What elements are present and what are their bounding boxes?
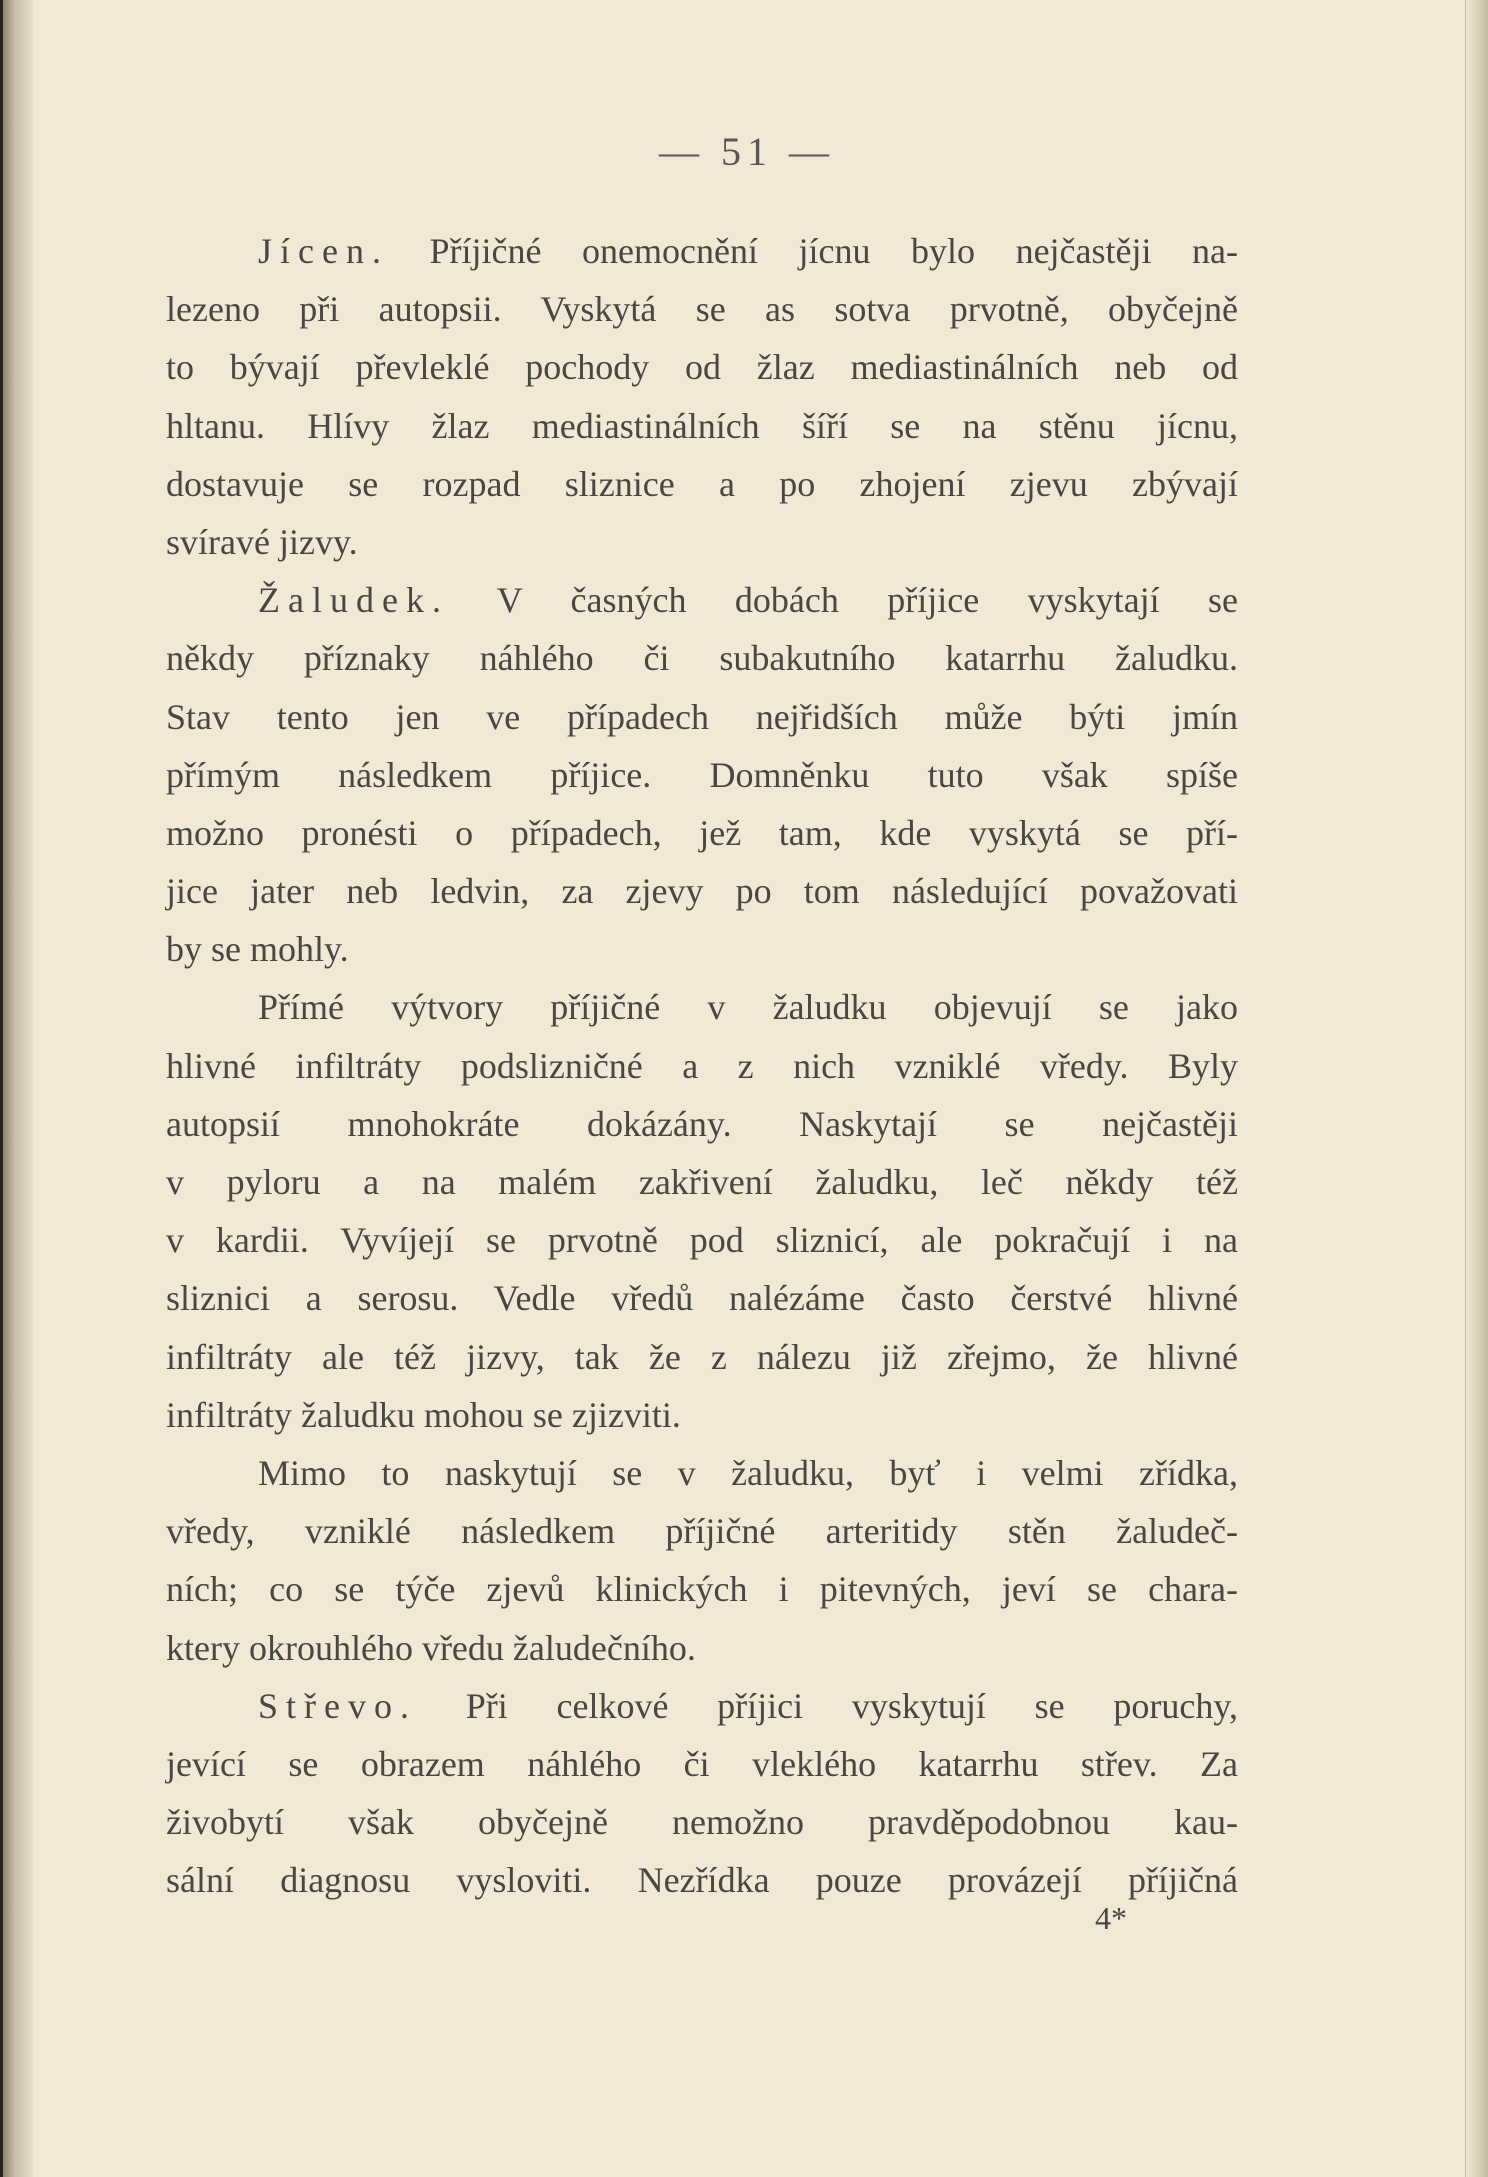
paragraph-line: ních; co se týče zjevů klinických i pitevných, jeví se chara-	[166, 1569, 1238, 1610]
paragraph-line: infiltráty ale též jizvy, tak že z nálezu již zřejmo, že hlivné	[166, 1336, 1238, 1377]
paragraph-line: hltanu. Hlívy žlaz mediastinálních šíří se na stěnu jícnu,	[166, 405, 1238, 446]
paragraph-line: hlivné infiltráty podslizničné a z nich vzniklé vředy. Byly	[166, 1045, 1238, 1086]
paragraph-line: autopsií mnohokráte dokázány. Naskytají se nejčastěji	[166, 1103, 1238, 1144]
paragraph-line: jice jater neb ledvin, za zjevy po tom následující považovati	[166, 871, 1238, 912]
paragraph-line: ktery okrouhlého vředu žaludečního.	[166, 1627, 696, 1668]
page-edge	[1465, 0, 1488, 2177]
section-heading-strevo: Střevo.	[258, 1685, 417, 1726]
paragraph-line: Stav tento jen ve případech nejřidších může býti jmín	[166, 696, 1238, 737]
paragraph-line: infiltráty žaludku mohou se zjizviti.	[166, 1394, 681, 1435]
paragraph-line: Žaludek. V časných dobách příjice vyskytají se	[258, 580, 1239, 621]
printer-signature: 4*	[1095, 1900, 1127, 1936]
paragraph-line: vředy, vzniklé následkem příjičné arteritidy stěn žaludeč-	[166, 1511, 1238, 1552]
paragraph-line: Střevo. Při celkové příjici vyskytují se poruchy,	[258, 1685, 1239, 1726]
body-text	[166, 222, 1238, 1909]
paragraph-line: by se mohly.	[166, 929, 349, 970]
paragraph-line: možno pronésti o případech, jež tam, kde vyskytá se pří-	[166, 812, 1238, 853]
binding-shadow	[3, 0, 33, 2177]
paragraph-line: Přímé výtvory příjičné v žaludku objevují se jako	[258, 987, 1238, 1028]
paragraph-line: Mimo to naskytují se v žaludku, byť i velmi zřídka,	[258, 1452, 1238, 1493]
paragraph-line: lezeno při autopsii. Vyskytá se as sotva prvotně, obyčejně	[166, 289, 1238, 330]
section-heading-jicen: Jícen.	[258, 231, 389, 271]
paragraph-line: svíravé jizvy.	[166, 521, 358, 562]
paragraph-line: dostavuje se rozpad sliznice a po zhojení zjevu zbývají	[166, 463, 1238, 504]
paragraph-line: Jícen. Příjičné onemocnění jícnu bylo nejčastěji na-	[258, 231, 1239, 271]
paragraph-line: někdy příznaky náhlého či subakutního katarrhu žaludku.	[166, 638, 1238, 679]
paragraph-line: sální diagnosu vysloviti. Nezřídka pouze provázejí příjičná	[166, 1860, 1238, 1901]
paragraph-line: přímým následkem příjice. Domněnku tuto však spíše	[166, 754, 1238, 795]
paragraph-line: v pyloru a na malém zakřivení žaludku, leč někdy též	[166, 1162, 1238, 1202]
page-number: — 51 —	[659, 129, 835, 174]
section-heading-zaludek: Žaludek.	[258, 580, 449, 621]
paragraph-line: to bývají převleklé pochody od žlaz mediastinálních neb od	[166, 347, 1238, 388]
paragraph-line: živobytí však obyčejně nemožno pravděpodobnou kau-	[166, 1802, 1238, 1843]
paragraph-line: jevící se obrazem náhlého či vleklého katarrhu střev. Za	[166, 1743, 1238, 1784]
paragraph-line: v kardii. Vyvíjejí se prvotně pod sliznicí, ale pokračují i na	[166, 1220, 1238, 1261]
paragraph-line: sliznici a serosu. Vedle vředů nalézáme často čerstvé hlivné	[166, 1278, 1238, 1319]
